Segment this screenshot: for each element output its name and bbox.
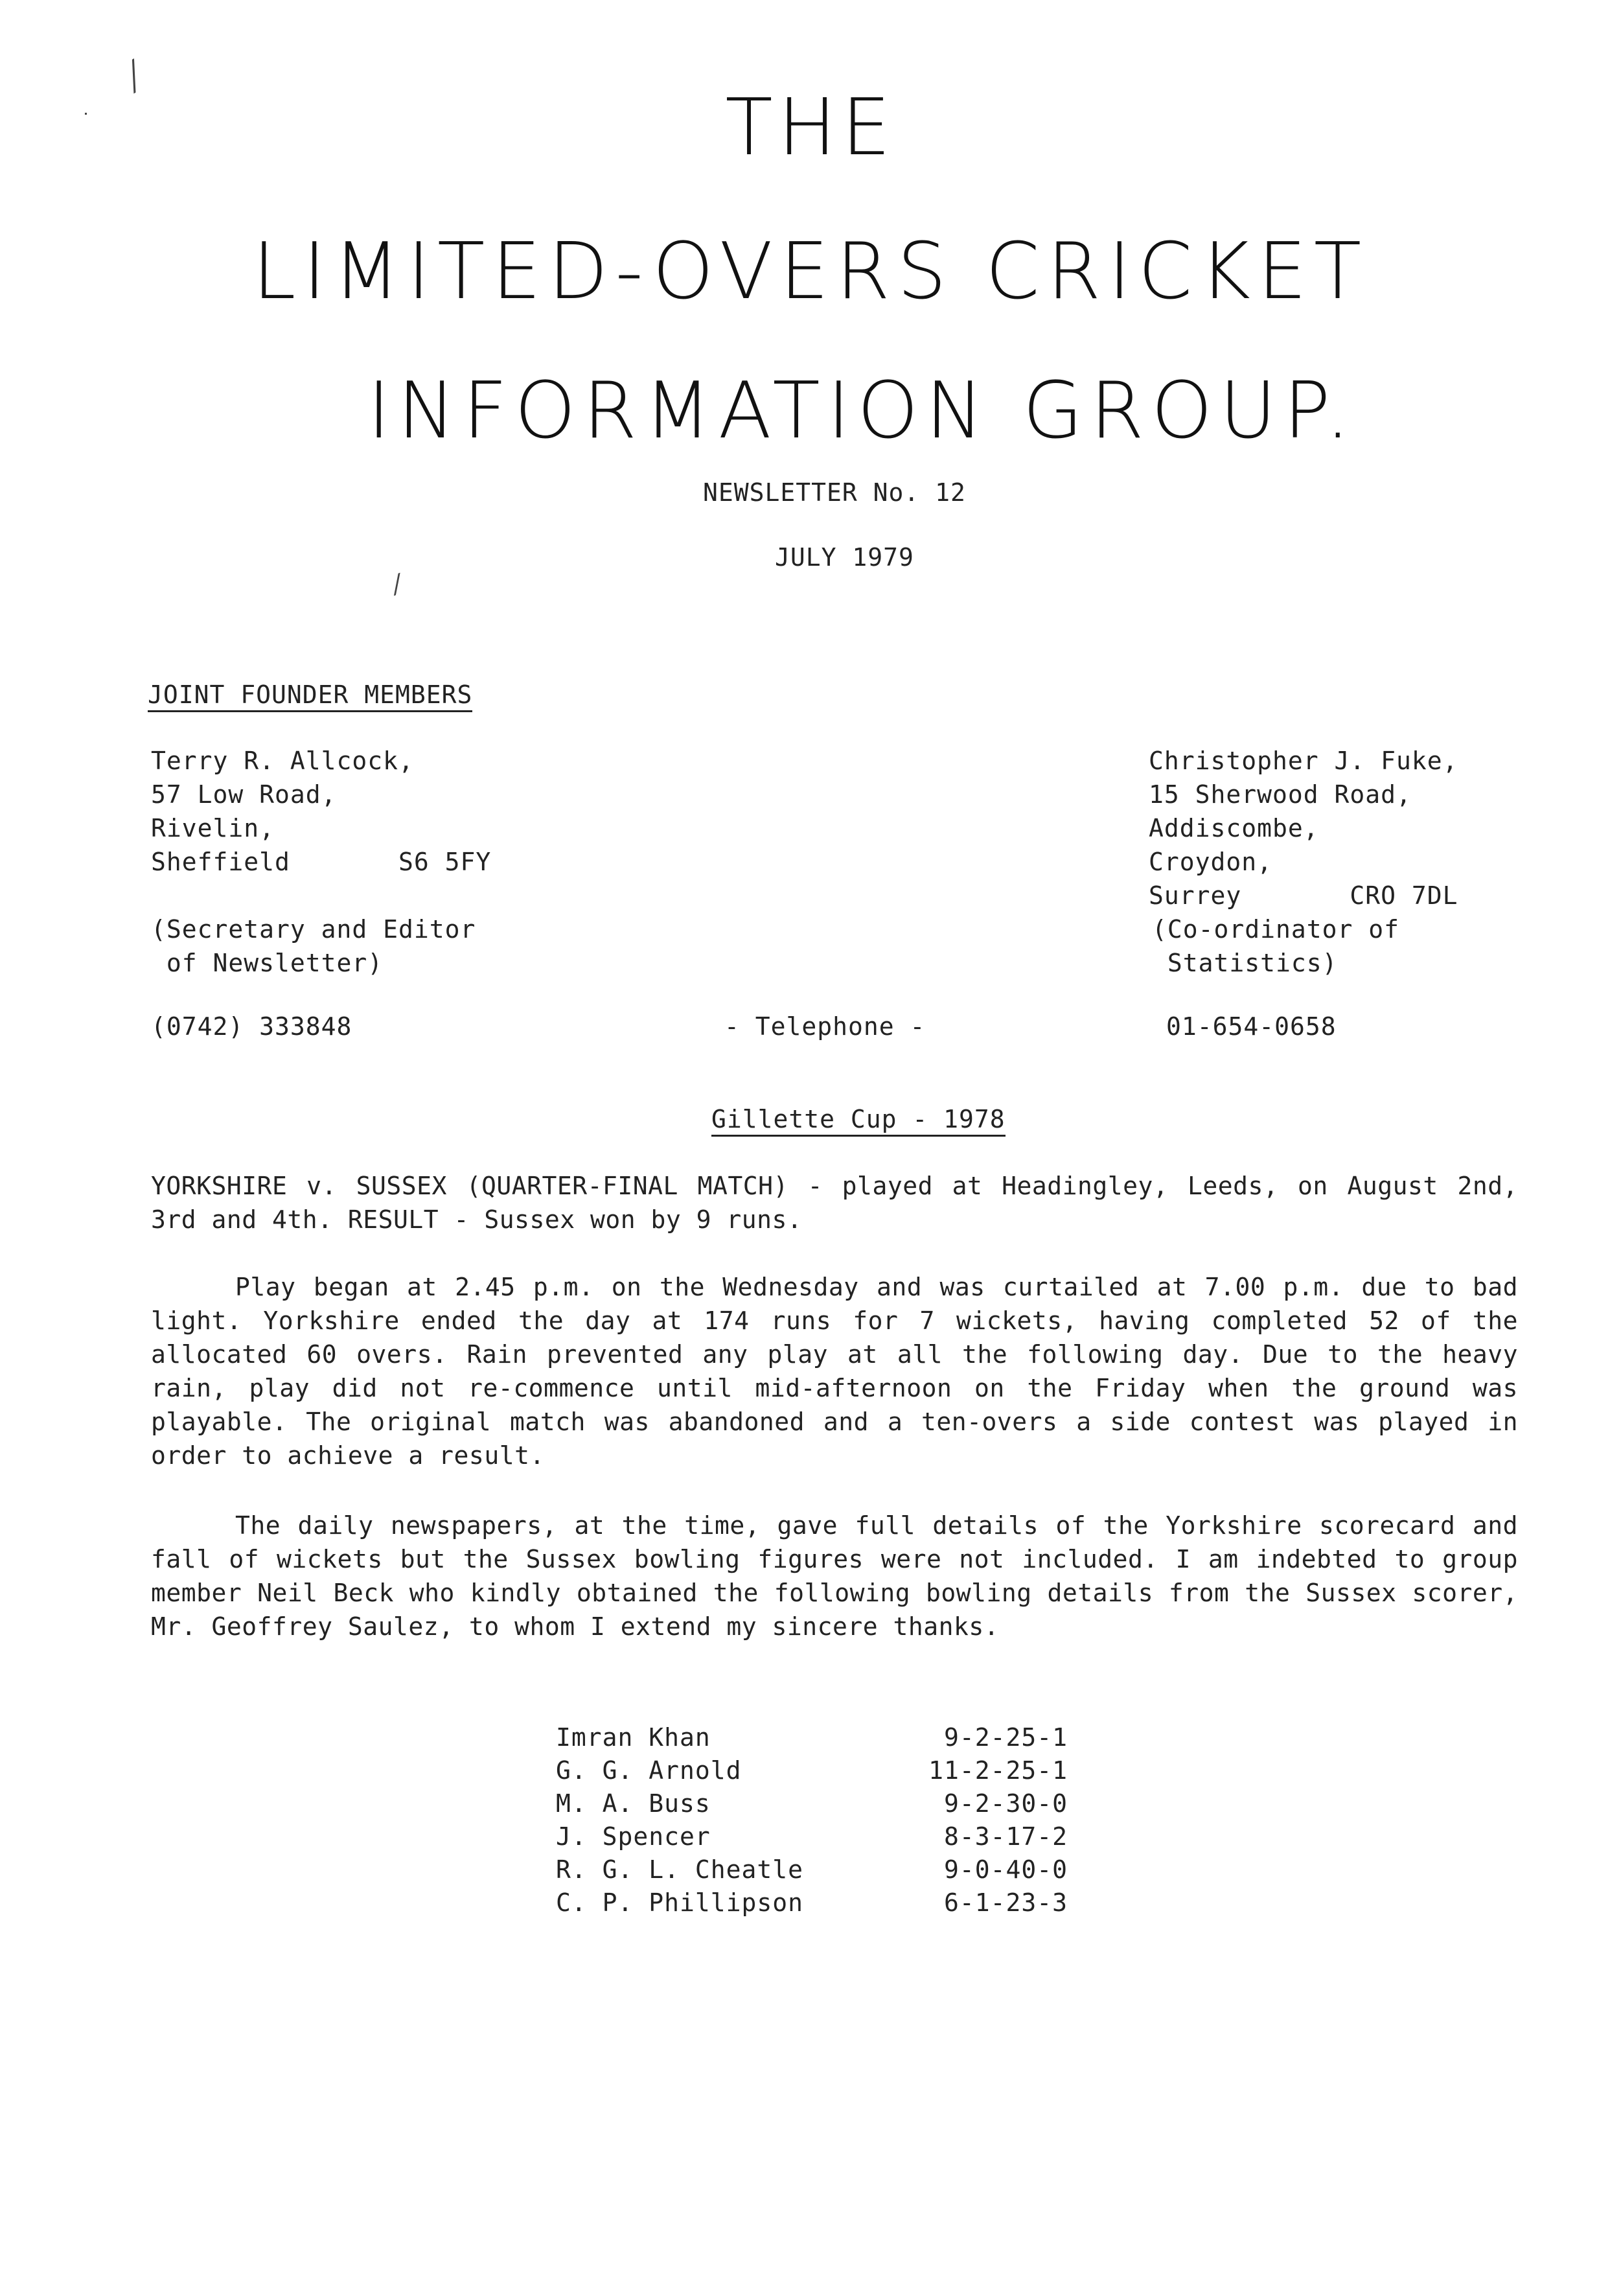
bowling-figures: 6-1-23-3 [943, 1888, 1068, 1917]
table-row [556, 1820, 1068, 1853]
stray-mark: ˙ [81, 110, 91, 133]
table-row [556, 1721, 1068, 1754]
founder-right-name: Christopher J. Fuke, [1149, 747, 1458, 775]
bowling-figures: 9-2-30-0 [943, 1789, 1068, 1818]
bowler-name: R. G. L. Cheatle [556, 1855, 804, 1884]
founder-right-address-line: Addiscombe, [1149, 814, 1319, 842]
founder-right-address [1149, 744, 1458, 912]
founder-right-address-line: Croydon, [1149, 848, 1273, 876]
bowling-figures: 8-3-17-2 [943, 1822, 1068, 1851]
founder-left-role [151, 912, 476, 980]
table-row [556, 1754, 1068, 1787]
masthead-line-2: LIMITED-OVERS CRICKET [252, 227, 1369, 317]
stray-mark: ⁄ [390, 570, 405, 600]
article-heading: Gillette Cup - 1978 [711, 1105, 1006, 1137]
bowler-name: Imran Khan [556, 1722, 711, 1752]
founder-left-address-line: Rivelin, [151, 814, 275, 842]
founder-right-address-line: 15 Sherwood Road, [1149, 780, 1412, 809]
masthead-line-3: INFORMATION GROUP. [367, 366, 1357, 456]
bowler-name: M. A. Buss [556, 1789, 711, 1818]
founder-right-role-line: Statistics) [1152, 949, 1338, 977]
bowling-figures: 9-0-40-0 [943, 1855, 1068, 1884]
founder-left-address-line: Sheffield S6 5FY [151, 848, 492, 876]
founder-right-phone: 01-654-0658 [1166, 1012, 1337, 1041]
telephone-label: - Telephone - [724, 1012, 926, 1041]
founder-left-role-line: of Newsletter) [151, 949, 384, 977]
bowling-figures-table [556, 1721, 1068, 1919]
founder-right-role-line: (Co-ordinator of [1152, 915, 1400, 944]
article-paragraph: Play began at 2.45 p.m. on the Wednesday and was curtailed at 7.00 p.m. due to bad light. Yorkshire ended the day at 174 runs for 7 wickets, having completed 52 of the allocated 60 overs. Rain prevented any play at all the following day. Due to the heavy rain, play did not re-commence until mid-afternoon on the Friday when the ground was playable. The original match was abandoned and a ten-overs a side contest was played in order to achieve a result. [151, 1273, 1518, 1470]
founders-heading: JOINT FOUNDER MEMBERS [148, 680, 472, 712]
bowling-figures: 9-2-25-1 [943, 1722, 1068, 1752]
bowler-name: J. Spencer [556, 1822, 711, 1851]
founder-left-phone: (0742) 333848 [151, 1012, 352, 1041]
founder-left-address [151, 744, 491, 879]
founder-right-address-line: Surrey CRO 7DL [1149, 881, 1458, 910]
bowling-figures: 11-2-25-1 [928, 1756, 1068, 1785]
newsletter-number: NEWSLETTER No. 12 [703, 478, 966, 507]
bowler-name: C. P. Phillipson [556, 1888, 804, 1917]
table-row [556, 1853, 1068, 1886]
article-intro: YORKSHIRE v. SUSSEX (QUARTER-FINAL MATCH) - played at Headingley, Leeds, on August 2nd, 3rd and 4th. RESULT - Sussex won by 9 runs. [151, 1172, 1518, 1234]
founder-right-role [1152, 912, 1399, 980]
founder-left-role-line: (Secretary and Editor [151, 915, 476, 944]
table-row [556, 1787, 1068, 1820]
masthead-line-1: THE [725, 83, 896, 173]
stray-mark: ╱ [120, 60, 148, 93]
article-paragraph: The daily newspapers, at the time, gave full details of the Yorkshire scorecard and fall of wickets but the Sussex bowling figures were not included. I am indebted to group member Neil Beck who kindly obtained the following bowling details from the Sussex scorer, Mr. Geoffrey Saulez, to whom I extend my sincere thanks. [151, 1511, 1518, 1641]
bowler-name: G. G. Arnold [556, 1756, 742, 1785]
table-row [556, 1886, 1068, 1919]
founder-left-name: Terry R. Allcock, [151, 747, 414, 775]
issue-date: JULY 1979 [775, 543, 914, 572]
founder-left-address-line: 57 Low Road, [151, 780, 337, 809]
